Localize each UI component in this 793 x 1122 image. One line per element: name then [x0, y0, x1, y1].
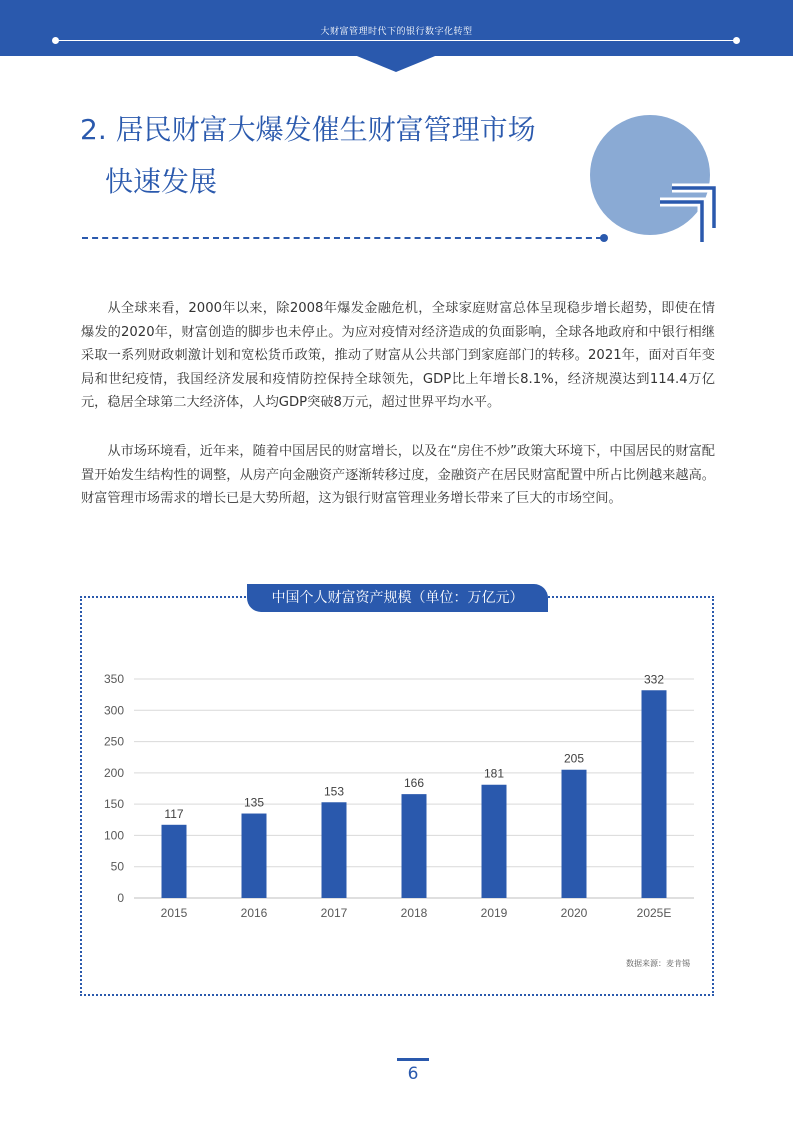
- header-dot-right: [733, 37, 740, 44]
- paragraph-global-wealth: 从全球来看，2000年以来，除2008年爆发金融危机，全球家庭财富总体呈现稳步增长超势，即使在情爆发的2020年，财富创造的脚步也未停止。为应对疫情对经济造成的负面影响，全球各地政府和中银行相继采取一系列财政刺激计划和宽松货币政策，推动了财富从公共部门到家庭部门的转移。2021年，面对百年变局和世纪疫情，我国经济发展和疫情防控保持全球领先，GDP比上年增长8.1%，经济规漠达到114.4万亿元，稳居全球第二大经济体，人均GDP突破8万元，超过世界平均水平。: [81, 301, 715, 411]
- bar: [642, 690, 667, 898]
- bar: [162, 825, 187, 898]
- header-title: 大财富管理时代下的银行数字化转型: [320, 27, 473, 37]
- x-tick-label: 2015: [160, 906, 188, 920]
- data-label: 332: [643, 672, 665, 687]
- section-title-line1: 2. 居民财富大爆发催生财富管理市场: [80, 113, 536, 146]
- y-tick-label: 50: [110, 859, 124, 874]
- chart-source: 数据来源：麦肯锡: [626, 959, 690, 968]
- data-label: 153: [323, 784, 345, 799]
- y-tick-label: 0: [117, 891, 124, 905]
- x-tick-label: 2016: [240, 906, 268, 920]
- x-tick-label: 2017: [320, 906, 348, 920]
- data-label: 117: [164, 806, 184, 821]
- y-tick-label: 300: [103, 703, 124, 718]
- bar: [322, 802, 347, 898]
- y-tick-label: 100: [103, 828, 124, 843]
- y-tick-label: 350: [103, 672, 124, 686]
- bar: [242, 814, 267, 898]
- paragraph-market-environment: 从市场环境看，近年来，随着中国居民的财富增长，以及在“房住不炒”政策大环境下，中国居民的财富配置开始发生结构性的调整，从房产向金融资产逐渐转移过度，金融资产在居民财富配置中所占比例越来越高。财富管理市场需求的增长已是大势所超，这为银行财富管理业务增长带来了巨大的市场空间。: [81, 444, 715, 507]
- header-divider: [56, 40, 736, 41]
- x-tick-label: 2025E: [636, 906, 672, 920]
- header-dot-left: [52, 37, 59, 44]
- x-tick-label: 2020: [560, 906, 588, 920]
- data-label: 166: [403, 776, 425, 791]
- bar: [402, 794, 427, 898]
- data-label: 181: [483, 766, 505, 781]
- y-tick-label: 200: [103, 765, 124, 780]
- data-label: 205: [563, 751, 585, 766]
- bar: [562, 770, 587, 898]
- title-rule-dot: [600, 234, 608, 242]
- section-title-line2: 快速发展: [105, 165, 218, 198]
- y-tick-label: 150: [103, 797, 124, 812]
- page-number: 6: [407, 1064, 419, 1084]
- bar: [482, 785, 507, 898]
- header-notch: [352, 54, 440, 72]
- chart-title: 中国个人财富资产规模（单位：万亿元）: [247, 584, 548, 612]
- title-dashed-rule: [82, 237, 602, 239]
- bar-chart: [82, 640, 712, 940]
- y-tick-label: 250: [103, 734, 124, 749]
- data-label: 135: [243, 795, 265, 810]
- x-tick-label: 2019: [480, 906, 508, 920]
- page-number-bar: [397, 1058, 429, 1061]
- x-tick-label: 2018: [400, 906, 428, 920]
- double-arrow-icon: [650, 178, 720, 248]
